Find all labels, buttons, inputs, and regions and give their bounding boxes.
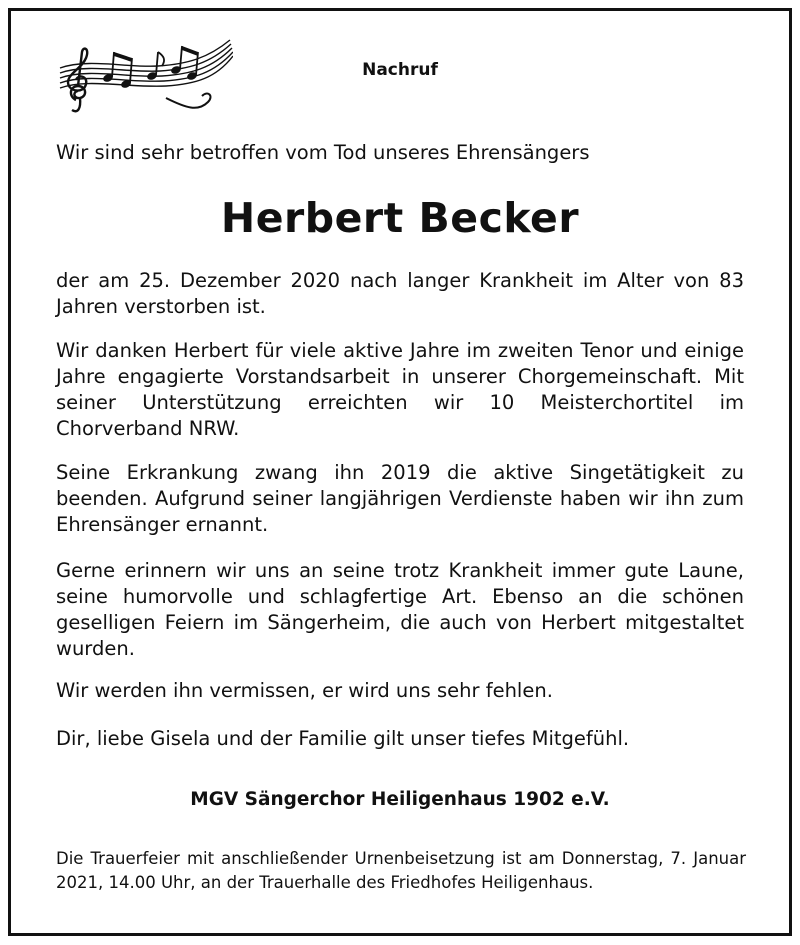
paragraph-condolence: Dir, liebe Gisela und der Familie gilt unser tiefes Mitgefühl. [56,727,630,750]
paragraph-memories: Gerne erinnern wir uns an seine trotz Krankheit immer gute Laune, seine humorvolle und schlagfertige Art. Ebenso an die schönen geselligen Feiern im Sängerheim, die auch von Herbert mitgestaltet wurden. [56,559,744,660]
funeral-note: Die Trauerfeier mit anschließender Urnenbeisetzung ist am Donnerstag, 7. Januar 2021, 14.00 Uhr, an der Trauerhalle des Friedhofes Heiligenhaus. [56,849,746,892]
paragraph-thanks: Wir danken Herbert für viele aktive Jahre im zweiten Tenor und einige Jahre engagierte Vorstandsarbeit in unserer Chorgemeinschaft. Mit seiner Unterstützung erreichten wir 10 Meisterchortitel im Chorverband NRW. [56,339,744,440]
paragraph-missing: Wir werden ihn vermissen, er wird uns sehr fehlen. [56,679,553,702]
paragraph-death-details: der am 25. Dezember 2020 nach langer Krankheit im Alter von 83 Jahren verstorben ist. [56,269,744,318]
intro-line: Wir sind sehr betroffen vom Tod unseres Ehrensängers [56,141,590,164]
deceased-name: Herbert Becker [220,194,580,242]
notice-heading: Nachruf [362,60,438,80]
organization-signature: MGV Sängerchor Heiligenhaus 1902 e.V. [190,789,610,810]
paragraph-illness: Seine Erkrankung zwang ihn 2019 die aktive Singetätigkeit zu beenden. Aufgrund seiner langjährigen Verdienste haben wir ihn zum Ehrensänger ernannt. [56,461,744,536]
